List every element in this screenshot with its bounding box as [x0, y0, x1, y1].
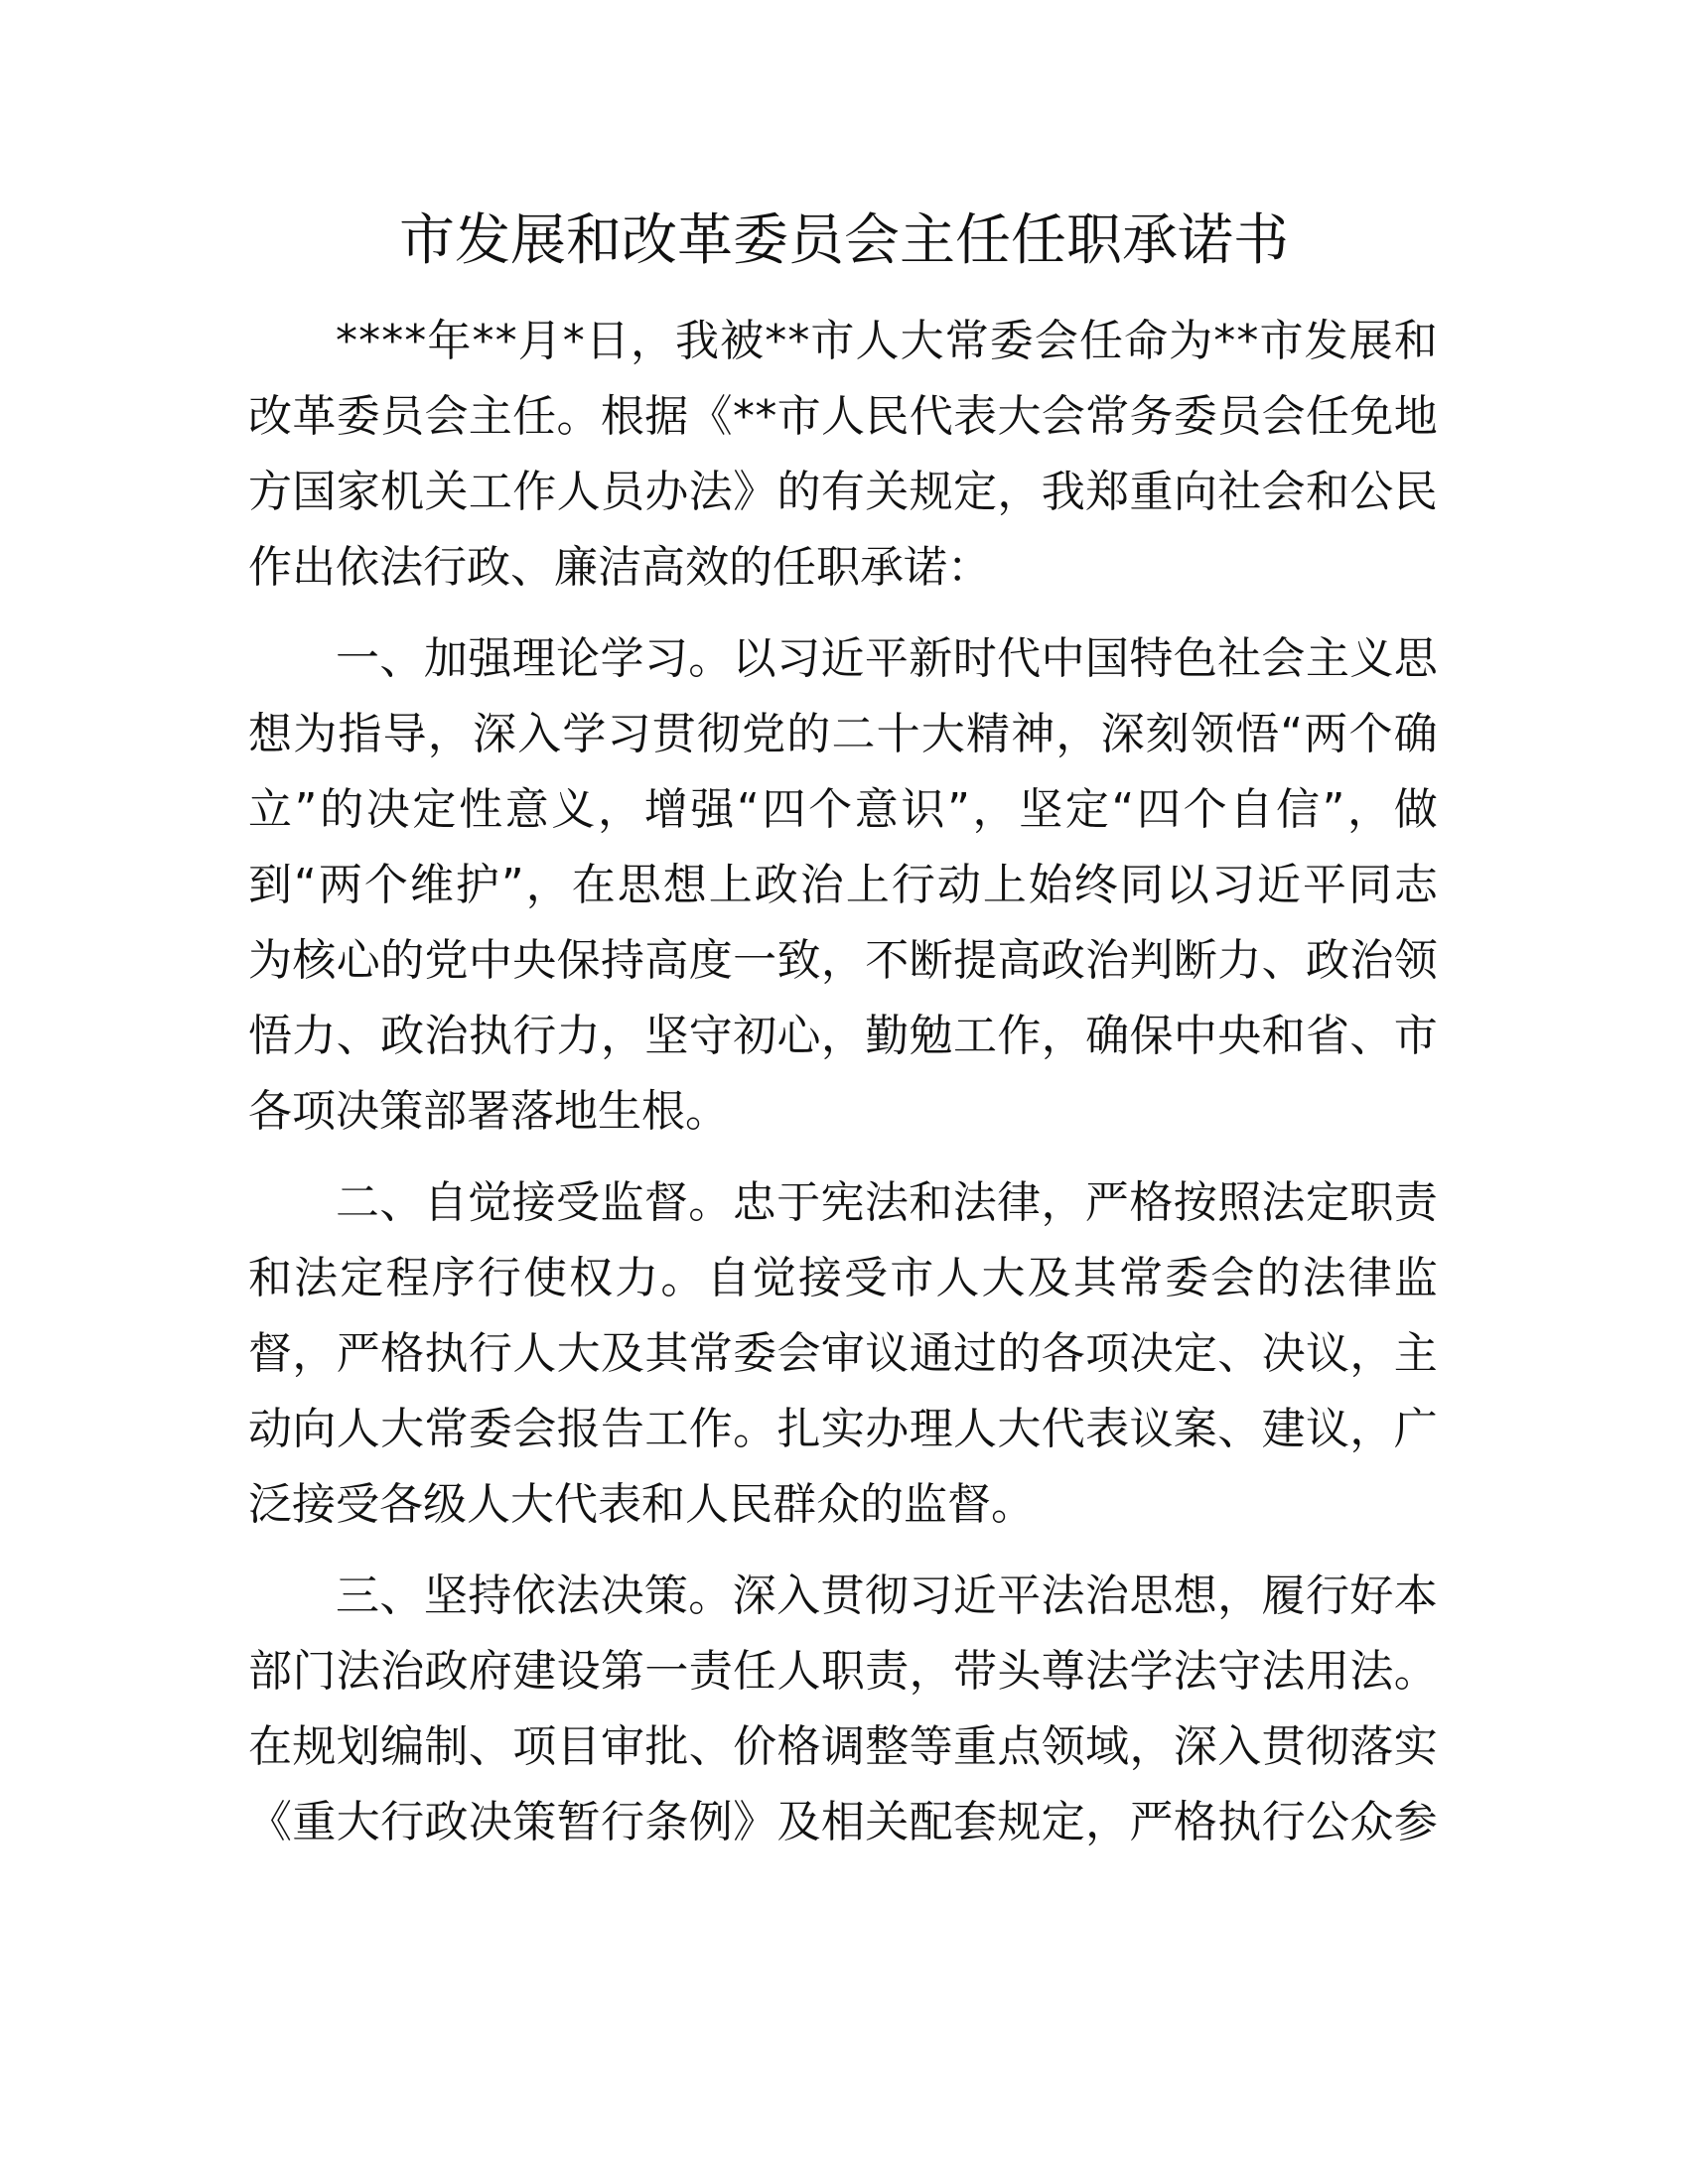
paragraph-line: 想 为 指 导 ， 深 入 学 习 贯 彻 党 的 二 十 大 精 神 ， 深 刻 领 悟 “ 两 个 确	[248, 709, 1438, 759]
document-title: 市发展和改革委员会主任任职承诺书	[399, 208, 1289, 273]
paragraph-line: 泛接受各级人大代表和人民群众的监督。	[248, 1479, 1035, 1530]
paragraph-line: 为 核 心 的 党 中 央 保 持 高 度 一 致 ， 不 断 提 高 政 治 判 断 力 、 政 治 领	[248, 935, 1438, 986]
paragraph-line: 改 革 委 员 会 主 任 。 根 据 《 * * 市 人 民 代 表 大 会 常 务 委 员 会 任 免 地	[248, 391, 1438, 442]
paragraph-line: 《 重 大 行 政 决 策 暂 行 条 例 》 及 相 关 配 套 规 定 ， 严 格 执 行 公 众 参	[248, 1797, 1438, 1847]
paragraph-line: 部 门 法 治 政 府 建 设 第 一 责 任 人 职 责 ， 带 头 尊 法 学 法 守 法 用 法 。	[248, 1646, 1438, 1697]
paragraph-line: 到 “ 两 个 维 护 ” ， 在 思 想 上 政 治 上 行 动 上 始 终 同 以 习 近 平 同 志	[248, 860, 1438, 910]
paragraph-line: 悟 力 、 政 治 执 行 力 ， 坚 守 初 心 ， 勤 勉 工 作 ， 确 保 中 央 和 省 、 市	[248, 1011, 1438, 1061]
paragraph-line: 各项决策部署落地生根。	[248, 1086, 729, 1137]
paragraph-line: 立 ” 的 决 定 性 意 义 ， 增 强 “ 四 个 意 识 ” ， 坚 定 “ 四 个 自 信 ” ， 做	[248, 784, 1438, 835]
paragraph-line: 动 向 人 大 常 委 会 报 告 工 作 。 扎 实 办 理 人 大 代 表 议 案 、 建 议 ， 广	[248, 1404, 1438, 1454]
paragraph-line: 作出依法行政、廉洁高效的任职承诺：	[248, 542, 991, 593]
paragraph-line: 一 、 加 强 理 论 学 习 。 以 习 近 平 新 时 代 中 国 特 色 社 会 主 义 思	[336, 633, 1438, 684]
paragraph-line: 方 国 家 机 关 工 作 人 员 办 法 》 的 有 关 规 定 ， 我 郑 重 向 社 会 和 公 民	[248, 467, 1438, 517]
paragraph-line: 督 ， 严 格 执 行 人 大 及 其 常 委 会 审 议 通 过 的 各 项 决 定 、 决 议 ， 主	[248, 1328, 1438, 1379]
paragraph-line: * * * * 年 * * 月 * 日 ， 我 被 * * 市 人 大 常 委 会 任 命 为 * * 市 发 展 和	[336, 316, 1438, 366]
paragraph-line: 和 法 定 程 序 行 使 权 力 。 自 觉 接 受 市 人 大 及 其 常 委 会 的 法 律 监	[248, 1253, 1438, 1303]
paragraph-line: 在 规 划 编 制 、 项 目 审 批 、 价 格 调 整 等 重 点 领 域 ， 深 入 贯 彻 落 实	[248, 1721, 1438, 1772]
paragraph-line: 二 、 自 觉 接 受 监 督 。 忠 于 宪 法 和 法 律 ， 严 格 按 照 法 定 职 责	[336, 1177, 1438, 1228]
paragraph-line: 三 、 坚 持 依 法 决 策 。 深 入 贯 彻 习 近 平 法 治 思 想 ， 履 行 好 本	[336, 1570, 1438, 1621]
